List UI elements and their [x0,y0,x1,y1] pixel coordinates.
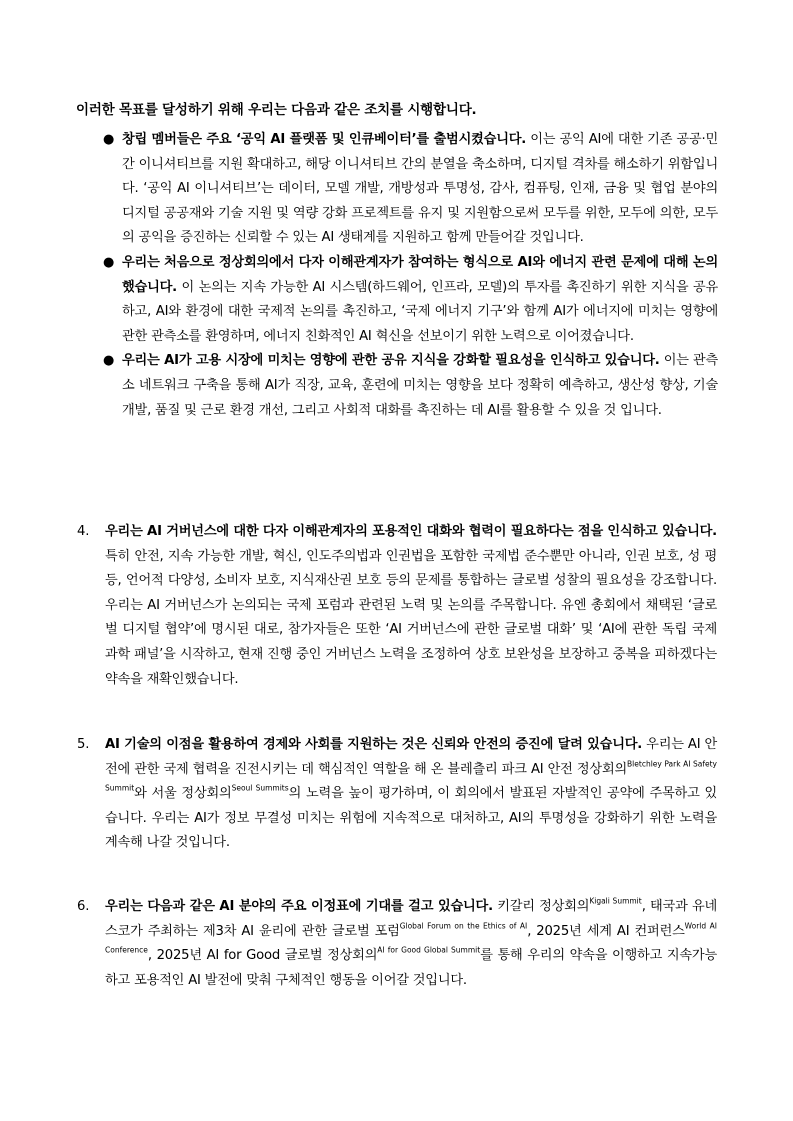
bullet-item [103,128,718,251]
bullet-text: 이 논의는 지속 가능한 AI 시스템(하드웨어, 인프라, 모델)의 투자를 촉진하기 위한 지식을 공유하고, AI와 환경에 대한 국제적 논의를 촉진하고, ‘국제 에너지 기구’와 함께 AI가 에너지에 미치는 영향에 관한 관측소를 환영하며, 에너지 친화적인 AI 혁신을 선보이기 위한 노력으로 이어졌습니다. [122,279,718,344]
bullet-bold-text: 우리는 AI가 고용 시장에 미치는 영향에 관한 공유 지식을 강화할 필요성을 인식하고 있습니다. [122,353,660,369]
bullet-text: 이는 관측소 네트워크 구축을 통해 AI가 직장, 교육, 훈련에 미치는 영향을 보다 정확히 예측하고, 생산성 향상, 기술 개발, 품질 및 근로 환경 개선, 그리고 사회적 대화를 촉진하는 데 AI를 활용할 수 있을 것 입니다. [122,353,718,418]
bullet-icon: ● [103,254,115,270]
item-text: 와 서울 정상회의 [134,786,232,802]
item-number: 6. [77,899,90,914]
item-number: 5. [77,737,90,752]
bullet-bold-text: 우리는 처음으로 정상회의에서 다자 이해관계자가 참여하는 형식으로 AI와 에너지 관련 문제에 대해 논의했습니다. [122,254,718,295]
numbered-item-6 [0,895,793,993]
item-bold-text: 우리는 다음과 같은 AI 분야의 주요 이정표에 기대를 걸고 있습니다. [105,899,493,914]
item-bold-text: AI 기술의 이점을 활용하여 경제와 사회를 지원하는 것은 신뢰와 안전의 증진에 달려 있습니다. [105,737,643,752]
item-text: 우리는 AI 안전에 관한 국제 협력을 진전시키는 데 핵심적인 역할을 해 온 블레츨리 파크 AI 안전 정상회의 [105,737,717,777]
item-text: , 2025년 AI for Good 글로벌 정상회의 [147,948,378,964]
footnote-superscript: Bletchley Park AI Safety Summit [105,758,717,793]
item-text: , 2025년 세계 AI 컨퍼런스 [527,923,685,939]
bullet-bold-text: 창립 멤버들은 주요 ‘공익 AI 플랫폼 및 인큐베이터’를 출범시켰습니다. [122,132,527,147]
numbered-item-4 [0,520,793,692]
item-number: 4. [77,524,90,539]
bullet-text: 이는 공익 AI에 대한 기존 공공·민간 이니셔티브를 지원 확대하고, 해당 이니셔티브 간의 분열을 축소하며, 디지털 격차를 해소하기 위함입니다. ‘공익 AI 이니셔티브’는 데이터, 모델 개발, 개방성과 투명성, 감사, 컴퓨팅, 인재, 금융 및 협업 분야의 디지털 공공재와 기술 지원 및 역량 강화 프로젝트를 유지 및 지원함으로써 모두를 위한, 모두에 의한, 모두의 공익을 증진하는 신뢰할 수 있는 AI 생태계를 지원하고 함께 만들어갈 것입니다. [122,132,718,246]
bullet-icon: ● [103,353,115,369]
bullet-item [103,251,718,349]
numbered-item-5 [0,733,793,856]
footnote-superscript: Global Forum on the Ethics of AI [399,920,528,930]
bullet-list [0,128,793,423]
item-text: 를 통해 우리의 약속을 이행하고 지속가능하고 포용적인 AI 발전에 맞춰 구체적인 행동을 이어갈 것입니다. [105,948,717,988]
footnote-superscript: World AI Conference [105,920,717,955]
item-text: 의 노력을 높이 평가하며, 이 회의에서 발표된 자발적인 공약에 주목하고 있습니다. 우리는 AI가 정보 무결성 미치는 위험에 지속적으로 대처하고, AI의 투명성을 강화하기 위한 노력을 계속해 나갈 것입니다. [105,786,717,851]
item-text: , 태국과 유네스코가 주최하는 제3차 AI 윤리에 관한 글로벌 포럼 [105,899,718,939]
bullet-item [103,349,718,423]
intro-heading: 이러한 목표를 달성하기 위해 우리는 다음과 같은 조치를 시행합니다. [76,102,477,118]
bullet-icon: ● [103,132,115,147]
footnote-superscript: Kigali Summit [589,896,642,906]
footnote-superscript: Seoul Summits [231,783,289,793]
item-text: 키갈리 정상회의 [492,899,590,914]
item-bold-text: 우리는 AI 거버넌스에 대한 다자 이해관계자의 포용적인 대화와 협력이 필요하다는 점을 인식하고 있습니다. [105,524,717,539]
footnote-superscript: AI for Good Global Summit [377,945,481,955]
item-text: 특히 안전, 지속 가능한 개발, 혁신, 인도주의법과 인권법을 포함한 국제법 준수뿐만 아니라, 인권 보호, 성 평등, 언어적 다양성, 소비자 보호, 지식재산권 보호 등의 문제를 통합하는 글로벌 성찰의 필요성을 강조합니다. 우리는 AI 거버넌스가 논의되는 국제 포럼과 관련된 노력 및 논의를 주목합니다. 유엔 총회에서 채택된 ‘글로벌 디지털 협약’에 명시된 대로, 참가자들은 또한 ‘AI 거버넌스에 관한 글로벌 대화’ 및 ‘AI에 관한 독립 국제 과학 패널’을 시작하고, 현재 진행 중인 거버넌스 노력을 조정하여 상호 보완성을 보장하고 중복을 피하겠다는 약속을 재확인했습니다. [105,548,717,687]
